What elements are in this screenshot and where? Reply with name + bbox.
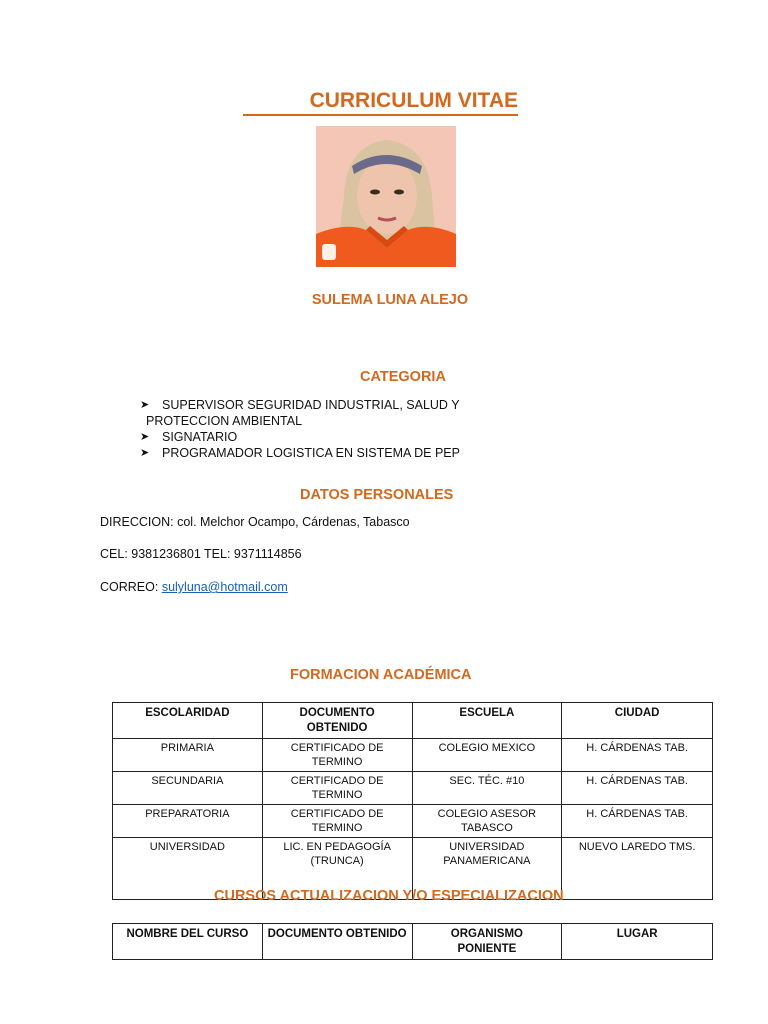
- profile-photo: [316, 126, 456, 267]
- header-cell: LUGAR: [562, 924, 713, 960]
- list-item: ➤ PROGRAMADOR LOGISTICA EN SISTEMA DE PEP: [140, 446, 460, 460]
- telefono-text: CEL: 9381236801 TEL: 9371114856: [100, 547, 302, 561]
- header-cell: DOCUMENTO OBTENIDO: [262, 924, 412, 960]
- person-name: SULEMA LUNA ALEJO: [311, 292, 469, 308]
- cursos-table: [112, 923, 713, 960]
- header-cell: ESCOLARIDAD: [113, 703, 263, 739]
- header-cell: NOMBRE DEL CURSO: [113, 924, 263, 960]
- table-row: [113, 739, 713, 772]
- table-cell: PRIMARIA: [113, 739, 263, 772]
- formacion-heading: FORMACION ACADÉMICA: [290, 667, 472, 683]
- correo-line: [100, 579, 288, 595]
- portrait-image: [316, 126, 456, 267]
- datos-heading: DATOS PERSONALES: [300, 487, 454, 503]
- formacion-table: [112, 702, 713, 900]
- list-item: ➤ SUPERVISOR SEGURIDAD INDUSTRIAL, SALUD Y PROTECCION AMBIENTAL: [140, 398, 460, 428]
- list-item: ➤ SIGNATARIO: [140, 430, 238, 444]
- table-cell: SEC. TÉC. #10: [412, 772, 562, 805]
- table-header-row: [113, 703, 713, 739]
- table-cell: COLEGIO ASESOR TABASCO: [412, 805, 562, 838]
- table-cell: LIC. EN PEDAGOGÍA (TRUNCA): [262, 838, 412, 900]
- table-cell: NUEVO LAREDO TMS.: [562, 838, 713, 900]
- email-link[interactable]: sulyluna@hotmail.com: [161, 580, 288, 594]
- cursos-heading: CURSOS ACTUALIZACION Y/O ESPECIALIZACION: [214, 888, 564, 904]
- correo-label: CORREO:: [100, 580, 162, 594]
- table-cell: SECUNDARIA: [113, 772, 263, 805]
- header-cell: ORGANISMO PONIENTE: [412, 924, 562, 960]
- arrow-bullet-icon: ➤: [140, 447, 150, 459]
- table-cell: CERTIFICADO DE TERMINO: [262, 739, 412, 772]
- table-cell: UNIVERSIDAD: [113, 838, 263, 900]
- table-cell: PREPARATORIA: [113, 805, 263, 838]
- table-cell: CERTIFICADO DE TERMINO: [262, 772, 412, 805]
- header-cell: ESCUELA: [412, 703, 562, 739]
- arrow-bullet-icon: ➤: [140, 399, 150, 411]
- table-row: [113, 772, 713, 805]
- header-cell: CIUDAD: [562, 703, 713, 739]
- page-title: CURRICULUM VITAE: [243, 88, 518, 116]
- table-cell: UNIVERSIDAD PANAMERICANA: [412, 838, 562, 900]
- arrow-bullet-icon: ➤: [140, 431, 150, 443]
- table-cell: H. CÁRDENAS TAB.: [562, 805, 713, 838]
- table-cell: CERTIFICADO DE TERMINO: [262, 805, 412, 838]
- table-cell: COLEGIO MEXICO: [412, 739, 562, 772]
- table-header-row: [113, 924, 713, 960]
- direccion-text: DIRECCION: col. Melchor Ocampo, Cárdenas, Tabasco: [100, 515, 410, 529]
- header-cell: DOCUMENTO OBTENIDO: [262, 703, 412, 739]
- table-cell: H. CÁRDENAS TAB.: [562, 772, 713, 805]
- table-cell: H. CÁRDENAS TAB.: [562, 739, 713, 772]
- table-row: [113, 805, 713, 838]
- categoria-list: [140, 397, 500, 461]
- categoria-heading: CATEGORIA: [360, 369, 446, 385]
